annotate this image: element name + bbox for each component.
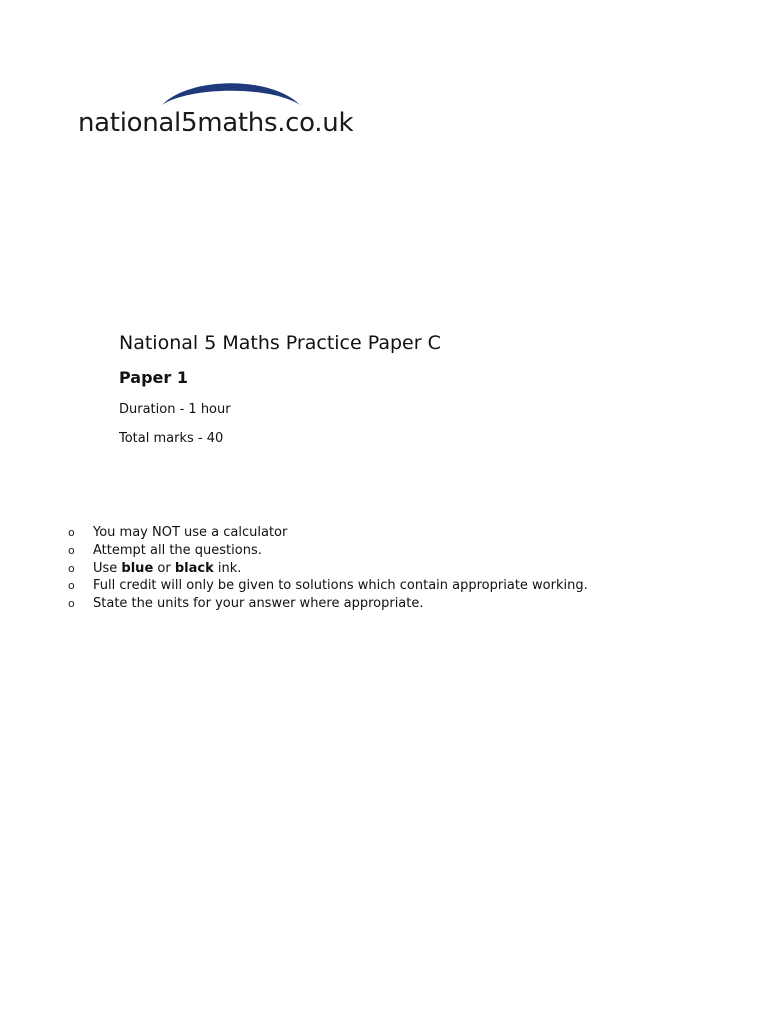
instruction-text: State the units for your answer where appropriate.: [93, 596, 424, 612]
paper-subtitle: Paper 1: [119, 368, 188, 387]
list-item: [68, 577, 588, 595]
bullet-circle-icon: o: [68, 579, 75, 593]
list-item: [68, 542, 588, 560]
bullet-circle-icon: o: [68, 543, 75, 557]
paper-title: National 5 Maths Practice Paper C: [119, 332, 441, 354]
list-item: [68, 524, 588, 542]
instruction-text-pre: Use: [93, 560, 122, 576]
instruction-text: Full credit will only be given to solutions which contain appropriate working.: [93, 578, 588, 594]
bullet-circle-icon: o: [68, 526, 75, 539]
list-item: [68, 560, 588, 578]
site-logo: [78, 74, 388, 144]
instruction-text: You may NOT use a calculator: [93, 525, 288, 540]
instruction-text-post: ink.: [213, 560, 242, 576]
ink-color-black: black: [174, 560, 214, 576]
instruction-text: Attempt all the questions.: [93, 542, 262, 558]
bullet-circle-icon: o: [68, 561, 75, 575]
instructions-list: [68, 524, 588, 613]
ink-color-blue: blue: [121, 560, 154, 576]
total-marks-text: Total marks - 40: [119, 431, 224, 446]
instruction-text-mid: or: [153, 560, 175, 576]
duration-text: Duration - 1 hour: [119, 402, 231, 417]
logo-arc-icon: [160, 74, 302, 108]
bullet-circle-icon: o: [68, 597, 75, 611]
list-item: [68, 595, 588, 613]
logo-text: national5maths.co.uk: [78, 108, 354, 138]
paper-header: [119, 331, 441, 447]
